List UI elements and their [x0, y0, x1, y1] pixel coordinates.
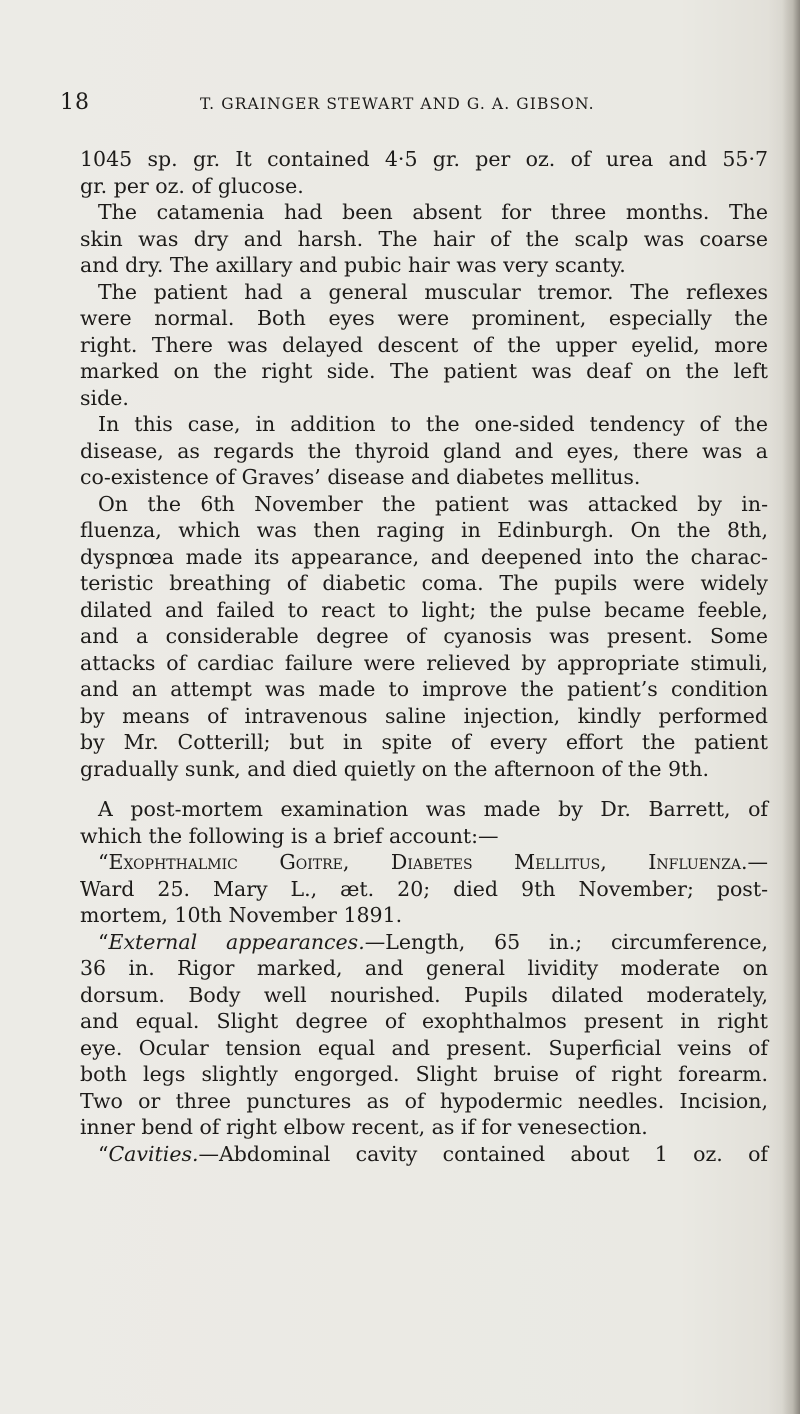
text-line: skin was dry and harsh. The hair of the scalp was coarse [80, 226, 768, 251]
paragraph-gap [80, 782, 768, 796]
page-header [60, 90, 760, 120]
text-line: co-existence of Graves’ disease and diabetes mellitus. [80, 465, 641, 489]
text-line: and an attempt was made to improve the patient’s condition [80, 677, 768, 701]
body-text [80, 146, 768, 1167]
text-line: mortem, 10th November 1891. [80, 903, 403, 927]
section-heading: Cavities. [108, 1141, 199, 1166]
text-line: fluenza, which was then raging in Edinburgh. On the 8th, [80, 518, 768, 542]
text-line: dilated and failed to react to light; the pulse became feeble, [80, 597, 768, 622]
text-line: eye. Ocular tension equal and present. Superficial veins of [80, 1035, 768, 1060]
text-line: teristic breathing of diabetic coma. The pupils were widely [80, 571, 768, 595]
text-run: —Abdominal cavity contained about 1 oz. of [198, 1141, 768, 1166]
section-heading: External appearances. [108, 929, 365, 954]
page-number: 18 [60, 90, 90, 115]
case-heading: Exophthalmic Goitre, Diabetes Mellitus, Influenza. [108, 850, 748, 874]
text-line: disease, as regards the thyroid gland and eyes, there was a [80, 438, 768, 463]
text-line: Two or three punctures as of hypodermic needles. Incision, [80, 1088, 768, 1113]
text-line: gr. per oz. of glucose. [80, 173, 304, 198]
text-line: and a considerable degree of cyanosis was present. Some [80, 624, 768, 648]
text-line: 36 in. Rigor marked, and general lividity moderate on [80, 956, 768, 980]
text-line: side. [80, 385, 129, 410]
text-line [80, 929, 768, 956]
text-line: gradually sunk, and died quietly on the afternoon of the 9th. [80, 756, 709, 781]
text-line: by means of intravenous saline injection, kindly performed [80, 703, 768, 728]
open-quote: “ [98, 850, 109, 874]
text-line: The patient had a general muscular tremor. The reflexes [98, 279, 768, 304]
page-edge-shadow [782, 0, 800, 1414]
text-line: by Mr. Cotterill; but in spite of every effort the patient [80, 730, 768, 754]
text-line: In this case, in addition to the one-sided tendency of the [98, 412, 768, 436]
text-run: —Length, 65 in.; circumference, [364, 929, 769, 954]
text-line: right. There was delayed descent of the upper eyelid, more [80, 332, 768, 357]
text-line: marked on the right side. The patient was deaf on the left [80, 359, 768, 383]
running-head: T. GRAINGER STEWART AND G. A. GIBSON. [200, 95, 595, 113]
open-quote: “ [98, 1141, 109, 1166]
text-line: dyspnœa made its appearance, and deepened into the charac- [80, 544, 768, 569]
text-line: 1045 sp. gr. It contained 4·5 gr. per oz. of urea and 55·7 [80, 147, 768, 171]
text-line [80, 849, 768, 876]
text-line: were normal. Both eyes were prominent, especially the [80, 306, 768, 330]
text-line: Ward 25. Mary L., æt. 20; died 9th November; post- [80, 876, 768, 901]
text-line: which the following is a brief account:— [80, 823, 499, 848]
text-line: dorsum. Body well nourished. Pupils dilated moderately, [80, 982, 768, 1007]
text-line: and dry. The axillary and pubic hair was very scanty. [80, 253, 626, 277]
text-line: inner bend of right elbow recent, as if for venesection. [80, 1115, 648, 1139]
text-line [80, 1141, 768, 1168]
text-line: and equal. Slight degree of exophthalmos present in right [80, 1009, 768, 1033]
dash: — [747, 850, 768, 874]
open-quote: “ [98, 929, 109, 954]
text-line: both legs slightly engorged. Slight bruise of right forearm. [80, 1062, 768, 1086]
text-line: The catamenia had been absent for three months. The [98, 200, 768, 224]
text-line: On the 6th November the patient was attacked by in- [98, 491, 768, 516]
text-line: attacks of cardiac failure were relieved by appropriate stimuli, [80, 650, 768, 675]
text-line: A post-mortem examination was made by Dr. Barrett, of [98, 797, 768, 821]
